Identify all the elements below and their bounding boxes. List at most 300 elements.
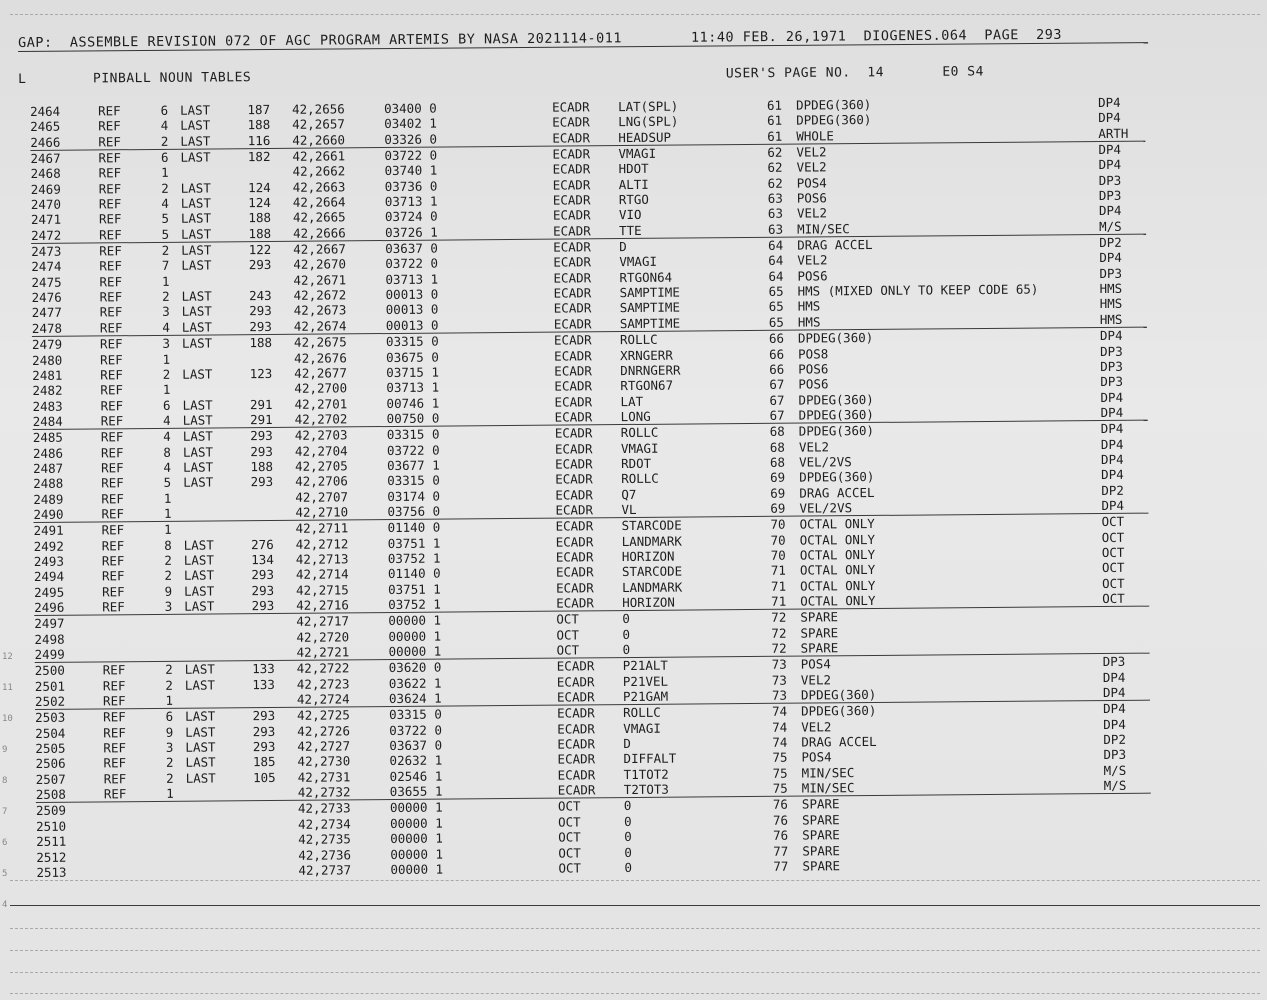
noun-number: 63 xyxy=(767,221,784,237)
operand: LANDMARK xyxy=(621,533,682,549)
data-type: OCT xyxy=(1101,560,1125,576)
noun-description: SPARE xyxy=(802,858,841,874)
line-number: 2482 xyxy=(32,382,63,399)
line-number: 2473 xyxy=(31,243,62,260)
address: 42,2703 xyxy=(294,427,348,444)
octal-code: 00000 1 xyxy=(389,800,443,816)
last-keyword: LAST xyxy=(184,583,215,599)
last-keyword: LAST xyxy=(185,770,216,786)
octal-code: 03736 0 xyxy=(384,178,438,194)
address: 42,2675 xyxy=(293,334,347,350)
noun-description: DPDEG(360) xyxy=(798,406,874,423)
operand: Q7 xyxy=(621,486,637,502)
ref-keyword: REF xyxy=(101,490,124,507)
opcode: ECADR xyxy=(553,223,591,239)
octal-code: 03724 0 xyxy=(384,208,438,225)
margin-number: 4 xyxy=(2,900,8,910)
address: 42,2672 xyxy=(293,287,347,303)
opcode: ECADR xyxy=(552,146,591,162)
opcode: OCT xyxy=(557,798,581,815)
opcode: ECADR xyxy=(552,161,591,177)
last-page: 293 xyxy=(251,582,275,598)
last-page: 187 xyxy=(247,101,271,118)
last-page: 185 xyxy=(252,754,276,770)
opcode: ECADR xyxy=(556,674,595,690)
octal-code: 03620 0 xyxy=(388,659,442,676)
address: 42,2724 xyxy=(296,691,350,707)
ref-count: 4 xyxy=(161,195,169,211)
octal-code: 03637 0 xyxy=(385,240,438,257)
data-type: DP4 xyxy=(1101,467,1124,483)
noun-description: POS8 xyxy=(798,345,829,362)
octal-code: 03713 1 xyxy=(385,271,439,287)
noun-number: 68 xyxy=(769,454,786,470)
operand: P21ALT xyxy=(622,658,668,674)
noun-number: 77 xyxy=(773,843,789,859)
opcode: ECADR xyxy=(554,393,593,410)
line-number: 2507 xyxy=(35,771,66,787)
line-number: 2499 xyxy=(34,646,65,663)
address: 42,2726 xyxy=(297,723,351,739)
operand: T2TOT3 xyxy=(623,781,669,798)
operand: LONG xyxy=(620,408,651,424)
ref-count: 8 xyxy=(163,444,171,460)
octal-code: 03315 0 xyxy=(385,333,439,350)
octal-code: 00750 0 xyxy=(386,410,440,426)
opcode: ECADR xyxy=(556,689,595,705)
address: 42,2664 xyxy=(292,194,346,210)
operand: ROLLC xyxy=(620,424,659,441)
line-number: 2495 xyxy=(34,584,65,600)
opcode: ECADR xyxy=(555,549,594,565)
last-keyword: LAST xyxy=(184,661,215,678)
line-number: 2466 xyxy=(30,134,61,150)
operand: RTGO xyxy=(618,191,649,208)
ref-count: 2 xyxy=(161,242,170,258)
operand: RTGON64 xyxy=(619,269,673,285)
operand: HEADSUP xyxy=(618,129,672,145)
ref-keyword: REF xyxy=(98,118,121,134)
ref-count: 6 xyxy=(160,149,169,165)
ref-count: 1 xyxy=(163,505,172,521)
ref-keyword: REF xyxy=(103,786,127,802)
noun-number: 61 xyxy=(766,97,783,113)
last-keyword: LAST xyxy=(184,677,216,693)
last-page: 293 xyxy=(250,428,273,444)
data-type: DP3 xyxy=(1100,374,1124,390)
octal-code: 03315 0 xyxy=(387,472,440,489)
address: 42,2722 xyxy=(296,660,350,677)
data-type: OCT xyxy=(1101,514,1125,530)
last-page: 124 xyxy=(248,195,271,211)
ref-count: 4 xyxy=(162,319,170,335)
octal-code: 00000 1 xyxy=(390,861,444,877)
noun-description: VEL2 xyxy=(798,438,830,455)
ref-keyword: REF xyxy=(101,553,125,569)
operand: VMAGI xyxy=(623,720,661,736)
opcode: ECADR xyxy=(557,705,595,722)
noun-description: POS4 xyxy=(801,749,832,765)
opcode: ECADR xyxy=(554,363,592,379)
ref-keyword: REF xyxy=(102,662,126,678)
opcode: OCT xyxy=(557,814,581,830)
noun-number: 77 xyxy=(773,858,789,874)
ref-count: 3 xyxy=(164,598,173,614)
noun-number: 70 xyxy=(770,547,786,563)
ref-keyword: REF xyxy=(103,740,127,756)
line-number: 2472 xyxy=(31,227,62,243)
last-keyword: LAST xyxy=(182,412,213,428)
line-number: 2510 xyxy=(35,818,67,834)
opcode: ECADR xyxy=(556,658,595,674)
address: 42,2735 xyxy=(298,831,351,847)
address: 42,2663 xyxy=(292,179,346,195)
data-type: DP4 xyxy=(1100,404,1124,420)
noun-number: 74 xyxy=(772,719,788,735)
operand: 0 xyxy=(624,844,632,860)
data-type: DP4 xyxy=(1098,141,1122,158)
address: 42,2671 xyxy=(293,272,347,288)
last-keyword: LAST xyxy=(185,708,216,725)
address: 42,2714 xyxy=(295,566,349,583)
paper-rule xyxy=(10,928,1260,929)
ref-keyword: REF xyxy=(101,506,125,522)
noun-description: OCTAL ONLY xyxy=(799,577,876,594)
address: 42,2676 xyxy=(294,349,347,366)
opcode: OCT xyxy=(556,611,579,627)
line-number: 2509 xyxy=(35,803,67,819)
last-keyword: LAST xyxy=(181,335,213,351)
noun-description: SPARE xyxy=(802,842,840,859)
ref-keyword: REF xyxy=(100,429,124,445)
noun-number: 64 xyxy=(768,268,784,284)
address: 42,2662 xyxy=(292,163,346,180)
address: 42,2734 xyxy=(297,816,351,832)
data-type: OCT xyxy=(1102,590,1125,607)
data-type: DP4 xyxy=(1100,451,1124,467)
data-type: OCT xyxy=(1101,529,1125,545)
opcode: ECADR xyxy=(554,347,592,364)
ref-keyword: REF xyxy=(102,599,125,615)
opcode: OCT xyxy=(558,844,581,861)
last-keyword: LAST xyxy=(180,180,211,196)
ref-keyword: REF xyxy=(99,336,123,352)
address: 42,2732 xyxy=(297,784,351,800)
ref-keyword: REF xyxy=(98,165,122,181)
last-keyword: LAST xyxy=(180,149,211,165)
line-number: 2485 xyxy=(32,429,63,446)
address: 42,2715 xyxy=(296,582,349,598)
octal-code: 00000 1 xyxy=(388,628,442,644)
opcode: ECADR xyxy=(551,99,590,115)
ref-count: 9 xyxy=(165,724,174,740)
opcode: ECADR xyxy=(553,285,592,301)
operand: SAMPTIME xyxy=(619,284,680,301)
octal-code: 03315 0 xyxy=(386,426,440,443)
noun-description: DRAG ACCEL xyxy=(797,237,873,253)
ref-keyword: REF xyxy=(98,196,122,212)
data-type: DP3 xyxy=(1098,187,1122,204)
line-number: 2475 xyxy=(31,274,62,290)
noun-number: 71 xyxy=(770,578,787,594)
noun-number: 76 xyxy=(772,797,788,813)
ref-count: 7 xyxy=(161,258,170,274)
ref-keyword: REF xyxy=(100,460,124,476)
operand: P21GAM xyxy=(622,688,669,705)
noun-description: OCTAL ONLY xyxy=(800,592,876,609)
last-page: 291 xyxy=(250,411,273,428)
last-page: 293 xyxy=(252,708,276,724)
last-page: 293 xyxy=(251,597,275,614)
opcode: ECADR xyxy=(553,254,592,271)
address: 42,2656 xyxy=(291,101,345,117)
data-type: HMS xyxy=(1099,296,1123,312)
last-page: 293 xyxy=(249,318,272,334)
line-number: 2504 xyxy=(35,725,66,741)
octal-code: 02632 1 xyxy=(389,753,443,769)
address: 42,2667 xyxy=(293,241,346,257)
operand: VMAGI xyxy=(619,254,658,270)
address: 42,2661 xyxy=(292,148,346,164)
last-keyword: LAST xyxy=(182,366,213,382)
opcode: ECADR xyxy=(554,378,593,394)
noun-number: 72 xyxy=(771,625,787,641)
address: 42,2721 xyxy=(296,644,350,660)
operand: ALTI xyxy=(618,176,649,192)
paper-solid-rule xyxy=(10,905,1260,906)
ref-keyword: REF xyxy=(101,537,125,554)
octal-code: 03713 1 xyxy=(384,193,438,210)
ref-keyword: REF xyxy=(100,382,124,398)
data-type: DP3 xyxy=(1100,343,1123,359)
data-type: DP4 xyxy=(1102,669,1126,685)
margin-number: 5 xyxy=(2,869,8,879)
address: 42,2657 xyxy=(292,116,345,133)
address: 42,2701 xyxy=(294,395,348,412)
data-type: DP4 xyxy=(1098,203,1122,219)
noun-description: DPDEG(360) xyxy=(798,391,874,408)
opcode: ECADR xyxy=(554,425,593,441)
operand: HORIZON xyxy=(622,594,675,611)
ref-keyword: REF xyxy=(99,320,123,336)
ref-count: 3 xyxy=(162,335,171,352)
opcode: ECADR xyxy=(555,518,594,534)
noun-description: POS6 xyxy=(796,190,827,206)
octal-code: 03326 0 xyxy=(384,131,438,147)
last-keyword: LAST xyxy=(181,319,213,335)
line-number: 2477 xyxy=(31,305,62,321)
address: 42,2712 xyxy=(295,535,349,552)
data-type: DP2 xyxy=(1099,234,1122,251)
ref-keyword: REF xyxy=(98,211,122,227)
octal-code: 03752 1 xyxy=(388,596,441,613)
ref-count: 8 xyxy=(164,537,172,553)
opcode: OCT xyxy=(558,860,582,876)
opcode: ECADR xyxy=(554,440,593,457)
noun-description: POS4 xyxy=(800,656,831,672)
noun-description: VEL2 xyxy=(796,159,827,175)
line-number: 2492 xyxy=(33,538,64,554)
ref-keyword: REF xyxy=(100,367,123,383)
line-number: 2496 xyxy=(34,599,65,615)
last-keyword: LAST xyxy=(182,397,213,413)
octal-code: 00000 1 xyxy=(389,815,443,831)
noun-number: 70 xyxy=(770,532,786,548)
noun-number: 68 xyxy=(769,439,785,455)
ref-count: 5 xyxy=(163,475,172,491)
noun-number: 72 xyxy=(771,610,787,626)
address: 42,2702 xyxy=(294,411,348,427)
opcode: ECADR xyxy=(555,502,594,518)
noun-number: 66 xyxy=(769,361,785,377)
noun-number: 73 xyxy=(771,657,787,673)
operand: 0 xyxy=(624,829,632,845)
operand: VMAGI xyxy=(618,145,657,162)
noun-description: DPDEG(360) xyxy=(800,686,877,703)
operand: LAT xyxy=(620,393,644,409)
paper-rule xyxy=(10,880,1260,881)
ref-keyword: REF xyxy=(99,304,123,320)
opcode: ECADR xyxy=(553,332,592,348)
line-number: 2494 xyxy=(33,569,65,585)
address: 42,2736 xyxy=(298,846,352,863)
ref-keyword: REF xyxy=(103,770,127,787)
opcode: ECADR xyxy=(555,486,593,503)
operand: T1TOT2 xyxy=(623,766,669,782)
operand: VIO xyxy=(618,207,642,223)
ref-keyword: REF xyxy=(101,475,124,491)
ref-count: 4 xyxy=(163,429,171,445)
opcode: OCT xyxy=(556,627,580,643)
opcode: ECADR xyxy=(553,270,592,286)
opcode: ECADR xyxy=(557,736,596,752)
last-keyword: LAST xyxy=(182,444,214,460)
last-keyword: LAST xyxy=(180,133,211,149)
data-type: DP4 xyxy=(1101,497,1125,513)
opcode: ECADR xyxy=(554,409,593,425)
ref-keyword: REF xyxy=(99,289,123,305)
opcode: ECADR xyxy=(554,456,593,472)
ref-count: 2 xyxy=(160,133,169,149)
operand: VL xyxy=(621,501,637,517)
ref-keyword: REF xyxy=(99,258,123,274)
last-page: 134 xyxy=(251,551,274,568)
margin-number: 8 xyxy=(2,776,8,786)
ref-count: 1 xyxy=(163,522,172,538)
noun-description: DPDEG(360) xyxy=(797,330,874,346)
noun-number: 74 xyxy=(772,734,788,750)
noun-number: 64 xyxy=(768,253,784,269)
noun-number: 63 xyxy=(767,206,784,222)
address: 42,2666 xyxy=(293,225,346,241)
last-page: 188 xyxy=(250,458,274,475)
last-page: 293 xyxy=(250,443,273,459)
address: 42,2730 xyxy=(297,753,351,770)
noun-description: VEL2 xyxy=(796,144,827,160)
last-keyword: LAST xyxy=(183,537,214,553)
last-page: 293 xyxy=(252,739,276,755)
operand: P21VEL xyxy=(622,673,669,689)
ref-count: 6 xyxy=(162,397,171,413)
address: 42,2711 xyxy=(295,520,349,537)
noun-description: HMS (MIXED ONLY TO KEEP CODE 65) xyxy=(797,281,1039,299)
noun-number: 68 xyxy=(769,423,785,440)
operand: D xyxy=(623,736,631,752)
noun-description: HMS xyxy=(797,298,821,315)
noun-description: VEL2 xyxy=(801,719,832,735)
noun-description: OCTAL ONLY xyxy=(799,546,876,563)
ref-count: 6 xyxy=(165,709,174,725)
paper-rule xyxy=(10,972,1260,973)
data-type: DP2 xyxy=(1101,482,1124,498)
data-type: M/S xyxy=(1103,762,1127,778)
ref-keyword: REF xyxy=(99,226,122,243)
last-page: 105 xyxy=(253,769,276,785)
operand: 0 xyxy=(622,626,631,642)
noun-description: HMS xyxy=(797,314,821,330)
ref-keyword: REF xyxy=(99,274,123,290)
ref-keyword: REF xyxy=(100,351,123,367)
last-page: 188 xyxy=(248,225,272,241)
address: 42,2713 xyxy=(295,551,349,567)
ref-keyword: REF xyxy=(99,243,122,259)
ref-count: 3 xyxy=(162,304,170,320)
octal-code: 03174 0 xyxy=(387,488,441,504)
last-keyword: LAST xyxy=(181,288,212,304)
last-page: 124 xyxy=(248,179,271,195)
line-number: 2483 xyxy=(32,398,63,414)
data-type: DP4 xyxy=(1100,389,1124,405)
octal-code: 03722 0 xyxy=(389,722,443,738)
opcode: ECADR xyxy=(552,192,591,208)
octal-code: 00013 0 xyxy=(385,302,439,318)
noun-description: MIN/SEC xyxy=(801,780,855,796)
ref-keyword: REF xyxy=(100,444,124,460)
octal-code: 03722 0 xyxy=(386,442,440,458)
address: 42,2716 xyxy=(296,597,349,613)
octal-code: 00000 1 xyxy=(390,830,443,847)
data-type: DP3 xyxy=(1098,172,1122,188)
last-page: 123 xyxy=(249,365,273,382)
last-page: 293 xyxy=(252,723,276,739)
noun-description: OCTAL ONLY xyxy=(799,516,875,532)
ref-count: 2 xyxy=(165,662,173,678)
last-page: 182 xyxy=(247,149,271,165)
octal-code: 00000 1 xyxy=(388,612,442,629)
operand: STARCODE xyxy=(621,517,682,534)
octal-code: 02546 1 xyxy=(389,768,443,784)
octal-code: 03752 1 xyxy=(387,550,441,566)
last-keyword: LAST xyxy=(181,226,212,242)
data-type: DP4 xyxy=(1098,110,1121,126)
ref-keyword: REF xyxy=(103,709,126,725)
line-number: 2480 xyxy=(32,352,63,368)
last-page: 133 xyxy=(252,676,275,692)
line-number: 2487 xyxy=(32,460,64,476)
address: 42,2710 xyxy=(295,504,349,520)
data-type: ARTH xyxy=(1098,125,1129,141)
octal-code: 00013 0 xyxy=(385,317,439,333)
data-type: M/S xyxy=(1098,218,1122,234)
octal-code: 03637 0 xyxy=(389,737,443,754)
octal-code: 03726 1 xyxy=(385,224,438,240)
line-number: 2502 xyxy=(34,693,66,710)
data-type: DP4 xyxy=(1100,421,1124,437)
last-keyword: LAST xyxy=(180,195,212,211)
data-type: HMS xyxy=(1099,311,1123,327)
noun-description: SPARE xyxy=(801,796,840,813)
paper-rule xyxy=(10,993,1260,994)
